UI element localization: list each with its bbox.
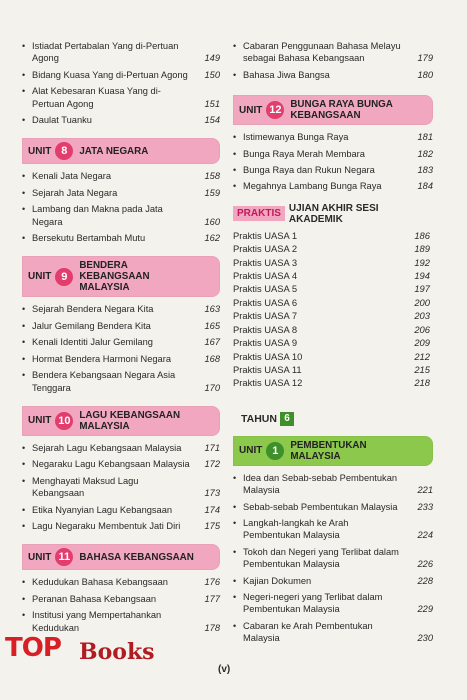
unit-11-header xyxy=(22,544,220,570)
praktis-header xyxy=(233,203,433,225)
list-item: • Lagu Negaraku Membentuk Jati Diri 175 xyxy=(22,520,220,531)
unit-label: UNIT xyxy=(239,445,263,457)
list-item: • Tokoh dan Negeri yang Terlibat dalam Pembentukan Malaysia 226 xyxy=(233,546,433,570)
unit-label: UNIT xyxy=(239,104,263,116)
list-item: • Cabaran Penggunaan Bahasa Melayu sebagai Bahasa Kebangsaan 179 xyxy=(233,41,433,64)
page-number: (v) xyxy=(218,664,231,675)
left-column xyxy=(22,40,220,638)
unit-title: LAGU KEBANGSAAN MALAYSIA xyxy=(79,409,181,432)
list-item: • Cabaran ke Arah Pembentukan Malaysia 230 xyxy=(233,620,433,644)
unit-label: UNIT xyxy=(28,551,52,563)
topbooks-logo xyxy=(5,633,185,683)
list-item: • Menghayati Maksud Lagu Kebangsaan 173 xyxy=(22,475,220,499)
table-row: Praktis UASA 9 209 xyxy=(233,337,430,349)
unit-10-list xyxy=(22,442,220,532)
unit-title: PEMBENTUKAN MALAYSIA xyxy=(290,439,367,462)
list-item: • Istimewanya Bunga Raya 181 xyxy=(233,132,433,143)
tahun-label: TAHUN xyxy=(241,412,277,425)
unit-number: 10 xyxy=(55,412,73,430)
table-row: Praktis UASA 11 215 xyxy=(233,363,430,375)
list-item: • Langkah-langkah ke Arah Pembentukan Malaysia 224 xyxy=(233,517,433,541)
praktis-badge: PRAKTIS xyxy=(233,206,285,221)
table-row: Praktis UASA 5 197 xyxy=(233,283,430,295)
unit-label: UNIT xyxy=(28,271,52,283)
table-row: Praktis UASA 6 200 xyxy=(233,296,430,308)
list-item: • Megahnya Lambang Bunga Raya 184 xyxy=(233,181,433,192)
list-item: • Bidang Kuasa Yang di-Pertuan Agong 150 xyxy=(22,69,220,80)
unit-number: 1 xyxy=(266,442,284,460)
unit-number: 12 xyxy=(266,101,284,119)
table-row: Praktis UASA 10 212 xyxy=(233,350,430,362)
unit-9-list xyxy=(22,303,220,393)
list-item: • Bahasa Jiwa Bangsa 180 xyxy=(233,69,433,80)
table-row: Praktis UASA 3 192 xyxy=(233,256,430,268)
list-item: • Sejarah Lagu Kebangsaan Malaysia 171 xyxy=(22,442,220,453)
table-row: Praktis UASA 1 186 xyxy=(233,229,430,241)
list-item: • Bersekutu Bertambah Mutu 162 xyxy=(22,233,220,244)
unit-1-list xyxy=(233,472,433,645)
list-item: • Kedudukan Bahasa Kebangsaan 176 xyxy=(22,577,220,588)
table-row: Praktis UASA 8 206 xyxy=(233,323,430,335)
list-item: • Bendera Kebangsaan Negara Asia Tenggara 170 xyxy=(22,370,220,393)
unit-9-header xyxy=(22,256,220,297)
unit-title: JATA NEGARA xyxy=(79,145,149,157)
list-item: • Kenali Identiti Jalur Gemilang 167 xyxy=(22,337,220,348)
right-top-list xyxy=(233,40,433,81)
logo-books-text: Books xyxy=(79,639,155,665)
list-item: • Idea dan Sebab-sebab Pembentukan Malaysia 221 xyxy=(233,472,433,496)
list-item: • Kajian Dokumen 228 xyxy=(233,575,433,586)
list-item: • Kenali Jata Negara 158 xyxy=(22,171,220,182)
unit-10-header xyxy=(22,406,220,436)
unit-title: BUNGA RAYA BUNGA KEBANGSAAN xyxy=(290,99,393,122)
tahun-number: 6 xyxy=(280,412,294,426)
table-row: Praktis UASA 7 203 xyxy=(233,310,430,322)
unit-number: 11 xyxy=(55,548,73,566)
tahun-heading xyxy=(241,412,433,426)
list-item: • Bunga Raya Merah Membara 182 xyxy=(233,148,433,159)
list-item: • Institusi yang Mempertahankan Kedudukan 178 xyxy=(22,610,220,633)
left-top-list xyxy=(22,40,220,126)
table-row: Praktis UASA 12 218 xyxy=(233,377,430,389)
list-item: • Sejarah Bendera Negara Kita 163 xyxy=(22,304,220,315)
unit-label: UNIT xyxy=(28,415,52,427)
right-column xyxy=(233,40,433,649)
list-item: • Istiadat Pertabalan Yang di-Pertuan Agong 149 xyxy=(22,41,220,64)
unit-title: BENDERA KEBANGSAAN MALAYSIA xyxy=(79,260,150,294)
list-item: • Negeri-negeri yang Terlibat dalam Pembentukan Malaysia 229 xyxy=(233,591,433,615)
unit-12-header xyxy=(233,95,433,125)
list-item: • Jalur Gemilang Bendera Kita 165 xyxy=(22,320,220,331)
unit-number: 9 xyxy=(55,268,73,286)
unit-label: UNIT xyxy=(28,145,52,157)
list-item: • Alat Kebesaran Kuasa Yang di-Pertuan Agong 151 xyxy=(22,86,220,109)
list-item: • Lambang dan Makna pada Jata Negara 160 xyxy=(22,204,220,227)
list-item: • Sejarah Jata Negara 159 xyxy=(22,187,220,198)
table-row: Praktis UASA 4 194 xyxy=(233,270,430,282)
unit-1-header xyxy=(233,436,433,466)
unit-title: BAHASA KEBANGSAAN xyxy=(79,551,194,563)
list-item: • Peranan Bahasa Kebangsaan 177 xyxy=(22,593,220,604)
unit-11-list xyxy=(22,576,220,634)
list-item: • Etika Nyanyian Lagu Kebangsaan 174 xyxy=(22,504,220,515)
praktis-title: UJIAN AKHIR SESI AKADEMIK xyxy=(288,202,379,225)
logo-top-text: TOP xyxy=(5,633,61,663)
list-item: • Hormat Bendera Harmoni Negara 168 xyxy=(22,353,220,364)
list-item: • Sebab-sebab Pembentukan Malaysia 233 xyxy=(233,501,433,512)
list-item: • Daulat Tuanku 154 xyxy=(22,115,220,126)
list-item: • Bunga Raya dan Rukun Negara 183 xyxy=(233,165,433,176)
table-row: Praktis UASA 2 189 xyxy=(233,243,430,255)
unit-8-header xyxy=(22,138,220,164)
list-item: • Negaraku Lagu Kebangsaan Malaysia 172 xyxy=(22,459,220,470)
unit-number: 8 xyxy=(55,142,73,160)
praktis-table xyxy=(233,229,433,390)
unit-12-list xyxy=(233,131,433,193)
unit-8-list xyxy=(22,170,220,244)
